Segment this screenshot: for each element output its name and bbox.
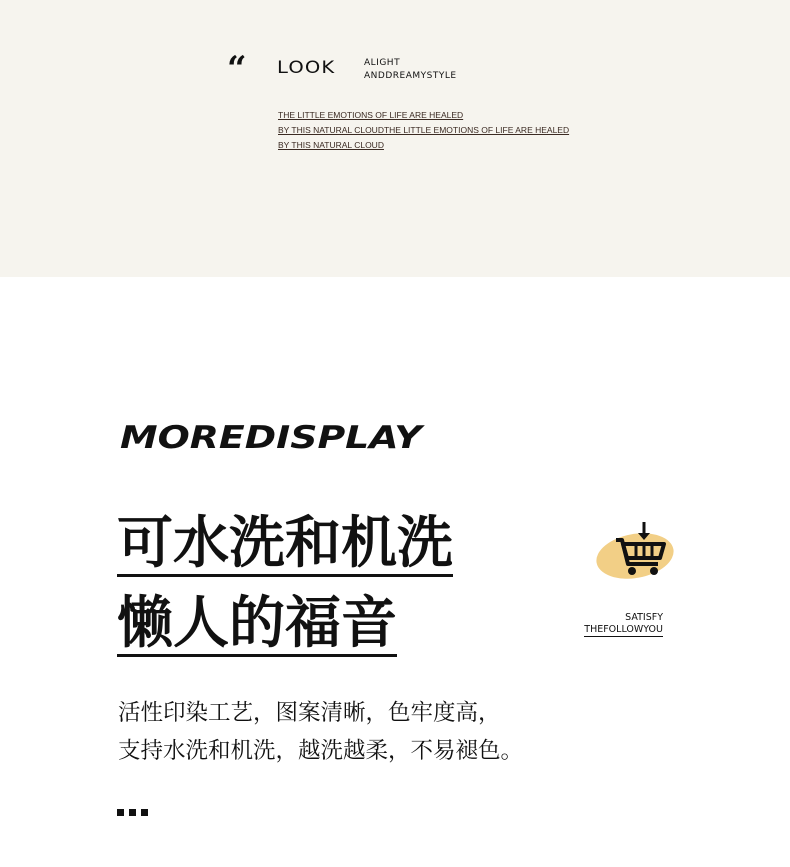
look-logo-text: LOOK	[277, 58, 336, 78]
headline	[117, 508, 453, 668]
dot	[141, 809, 148, 816]
description	[118, 694, 523, 770]
cart-badge	[596, 520, 676, 580]
tagline	[364, 57, 457, 83]
description-line-2: 支持水洗和机洗，越洗越柔，不易褪色。	[118, 738, 524, 764]
tagline-line-2: ANDDREAMYSTYLE	[364, 71, 457, 81]
small-text-line: THE LITTLE EMOTIONS OF LIFE ARE HEALED	[278, 110, 464, 120]
dot	[129, 809, 136, 816]
tagline-line-1: ALIGHT	[364, 58, 401, 68]
satisfy-line-1: SATISFY	[625, 612, 663, 623]
headline-line-1: 可水洗和机洗	[117, 511, 453, 576]
ellipsis-dots-icon	[117, 801, 153, 820]
small-text-line: BY THIS NATURAL CLOUD	[278, 140, 384, 150]
satisfy-caption	[581, 612, 663, 637]
satisfy-line-2: THEFOLLOWYOU	[584, 624, 663, 635]
small-text-line: BY THIS NATURAL CLOUDTHE LITTLE EMOTIONS OF LIFE ARE HEALED	[278, 125, 570, 135]
description-line-1: 活性印染工艺，图案清晰，色牢度高，	[118, 700, 501, 726]
dot	[117, 809, 124, 816]
quote-mark-icon: “	[227, 49, 247, 89]
top-banner	[0, 0, 790, 277]
display-title: MOREDISPLAY	[120, 420, 422, 456]
banner-small-text	[278, 108, 569, 153]
shopping-cart-download-icon	[614, 520, 672, 578]
headline-line-2: 懒人的福音	[117, 591, 397, 656]
